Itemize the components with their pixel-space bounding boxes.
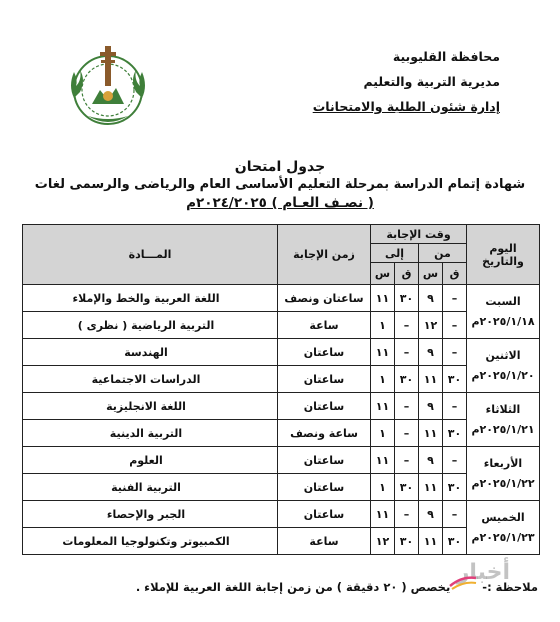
document-titles	[20, 158, 540, 212]
day-name: الاثنين	[485, 348, 521, 362]
duration: ساعة ونصف	[278, 420, 371, 447]
subject: اللغة العربية والخط والإملاء	[23, 285, 278, 312]
table-row	[23, 366, 540, 393]
subject: التربية الدينية	[23, 420, 278, 447]
duration: ساعتان ونصف	[278, 285, 371, 312]
subject: الدراسات الاجتماعية	[23, 366, 278, 393]
to-minutes: ٣٠	[395, 366, 419, 393]
subject: الجبر والإحصاء	[23, 501, 278, 528]
table-row	[23, 447, 540, 474]
from-hour: ٩	[419, 447, 443, 474]
day-cell	[467, 447, 540, 501]
watermark-swoosh-icon	[448, 572, 478, 592]
table-row	[23, 474, 540, 501]
table-row	[23, 339, 540, 366]
document-title: جدول امتحان	[234, 159, 326, 175]
day-name: الثلاثاء	[485, 402, 521, 416]
from-minutes: –	[443, 447, 467, 474]
watermark-text: أخبار	[456, 560, 510, 585]
table-row	[23, 312, 540, 339]
exam-schedule-table	[22, 224, 540, 555]
duration: ساعتان	[278, 339, 371, 366]
from-hour: ٩	[419, 501, 443, 528]
document-subtitle: شهادة إتمام الدراسة بمرحلة التعليم الأساسى العام والرياضى والرسمى لغات	[34, 177, 526, 192]
footnote-text: يخصص ( ٢٠ دقيقة ) من زمن إجابة اللغة العربية للإملاء .	[135, 580, 451, 594]
to-hour: ١	[371, 474, 395, 501]
header-day-date: اليوم والتاريخ	[467, 225, 540, 285]
to-hour: ١١	[371, 285, 395, 312]
to-hour: ١	[371, 312, 395, 339]
issuer-header	[280, 44, 500, 119]
duration: ساعة	[278, 312, 371, 339]
to-minutes: –	[395, 420, 419, 447]
table-row	[23, 393, 540, 420]
subject: التربية الرياضية ( نظرى )	[23, 312, 278, 339]
to-minutes: ٣٠	[395, 528, 419, 555]
department-name: إدارة شئون الطلبة والامتحانات	[312, 99, 500, 114]
to-hour: ١١	[371, 393, 395, 420]
header-to-s: س	[371, 263, 395, 285]
from-minutes: –	[443, 393, 467, 420]
day-date: ٢٠٢٥/١/٢٠م	[471, 368, 535, 382]
from-hour: ١١	[419, 420, 443, 447]
from-hour: ٩	[419, 339, 443, 366]
from-minutes: –	[443, 339, 467, 366]
duration: ساعتان	[278, 474, 371, 501]
header-answer-time: وقت الإجابة	[371, 225, 467, 244]
from-minutes: ٣٠	[443, 474, 467, 501]
to-minutes: –	[395, 501, 419, 528]
to-hour: ١٢	[371, 528, 395, 555]
from-hour: ١٢	[419, 312, 443, 339]
day-date: ٢٠٢٥/١/٢١م	[471, 422, 535, 436]
to-minutes: –	[395, 447, 419, 474]
to-hour: ١	[371, 366, 395, 393]
day-cell	[467, 285, 540, 339]
governorate-logo-icon	[58, 38, 158, 138]
from-minutes: ٣٠	[443, 420, 467, 447]
table-row	[23, 528, 540, 555]
subject: التربية الفنية	[23, 474, 278, 501]
to-hour: ١١	[371, 339, 395, 366]
to-minutes: ٣٠	[395, 285, 419, 312]
to-minutes: –	[395, 312, 419, 339]
to-hour: ١١	[371, 501, 395, 528]
from-minutes: –	[443, 312, 467, 339]
from-hour: ١١	[419, 474, 443, 501]
to-hour: ١١	[371, 447, 395, 474]
from-minutes: –	[443, 501, 467, 528]
subject: العلوم	[23, 447, 278, 474]
directorate-name: مديرية التربية والتعليم	[363, 74, 500, 89]
day-date: ٢٠٢٥/١/٢٢م	[471, 476, 535, 490]
table-row	[23, 420, 540, 447]
duration: ساعتان	[278, 393, 371, 420]
from-minutes: ٣٠	[443, 366, 467, 393]
footnote-label: ملاحظة :-	[482, 580, 538, 594]
day-cell	[467, 393, 540, 447]
from-minutes: ٣٠	[443, 528, 467, 555]
duration: ساعتان	[278, 501, 371, 528]
day-name: الخميس	[481, 510, 525, 524]
document-term: ( نصـف العـام ) ٢٠٢٤/٢٠٢٥م	[186, 195, 374, 211]
subject: اللغة الانجليزية	[23, 393, 278, 420]
header-from-s: س	[419, 263, 443, 285]
duration: ساعة	[278, 528, 371, 555]
subject: الكمبيوتر وتكنولوجيا المعلومات	[23, 528, 278, 555]
from-minutes: –	[443, 285, 467, 312]
from-hour: ١١	[419, 528, 443, 555]
table-row	[23, 285, 540, 312]
from-hour: ١١	[419, 366, 443, 393]
day-cell	[467, 501, 540, 555]
day-date: ٢٠٢٥/١/٢٣م	[471, 530, 535, 544]
header-subject: المـــادة	[23, 225, 278, 285]
day-name: السبت	[485, 294, 521, 308]
to-minutes: –	[395, 393, 419, 420]
governorate-name: محافظة القليوبية	[392, 49, 500, 64]
subject: الهندسة	[23, 339, 278, 366]
table-row	[23, 501, 540, 528]
duration: ساعتان	[278, 447, 371, 474]
day-date: ٢٠٢٥/١/١٨م	[471, 314, 535, 328]
header-to: إلى	[371, 244, 419, 263]
duration: ساعتان	[278, 366, 371, 393]
to-minutes: –	[395, 339, 419, 366]
day-name: الأربعاء	[483, 456, 523, 470]
header-to-q: ق	[395, 263, 419, 285]
from-hour: ٩	[419, 393, 443, 420]
day-cell	[467, 339, 540, 393]
from-hour: ٩	[419, 285, 443, 312]
to-minutes: ٣٠	[395, 474, 419, 501]
header-from: من	[419, 244, 467, 263]
header-from-q: ق	[443, 263, 467, 285]
header-duration: زمن الإجابة	[278, 225, 371, 285]
to-hour: ١	[371, 420, 395, 447]
